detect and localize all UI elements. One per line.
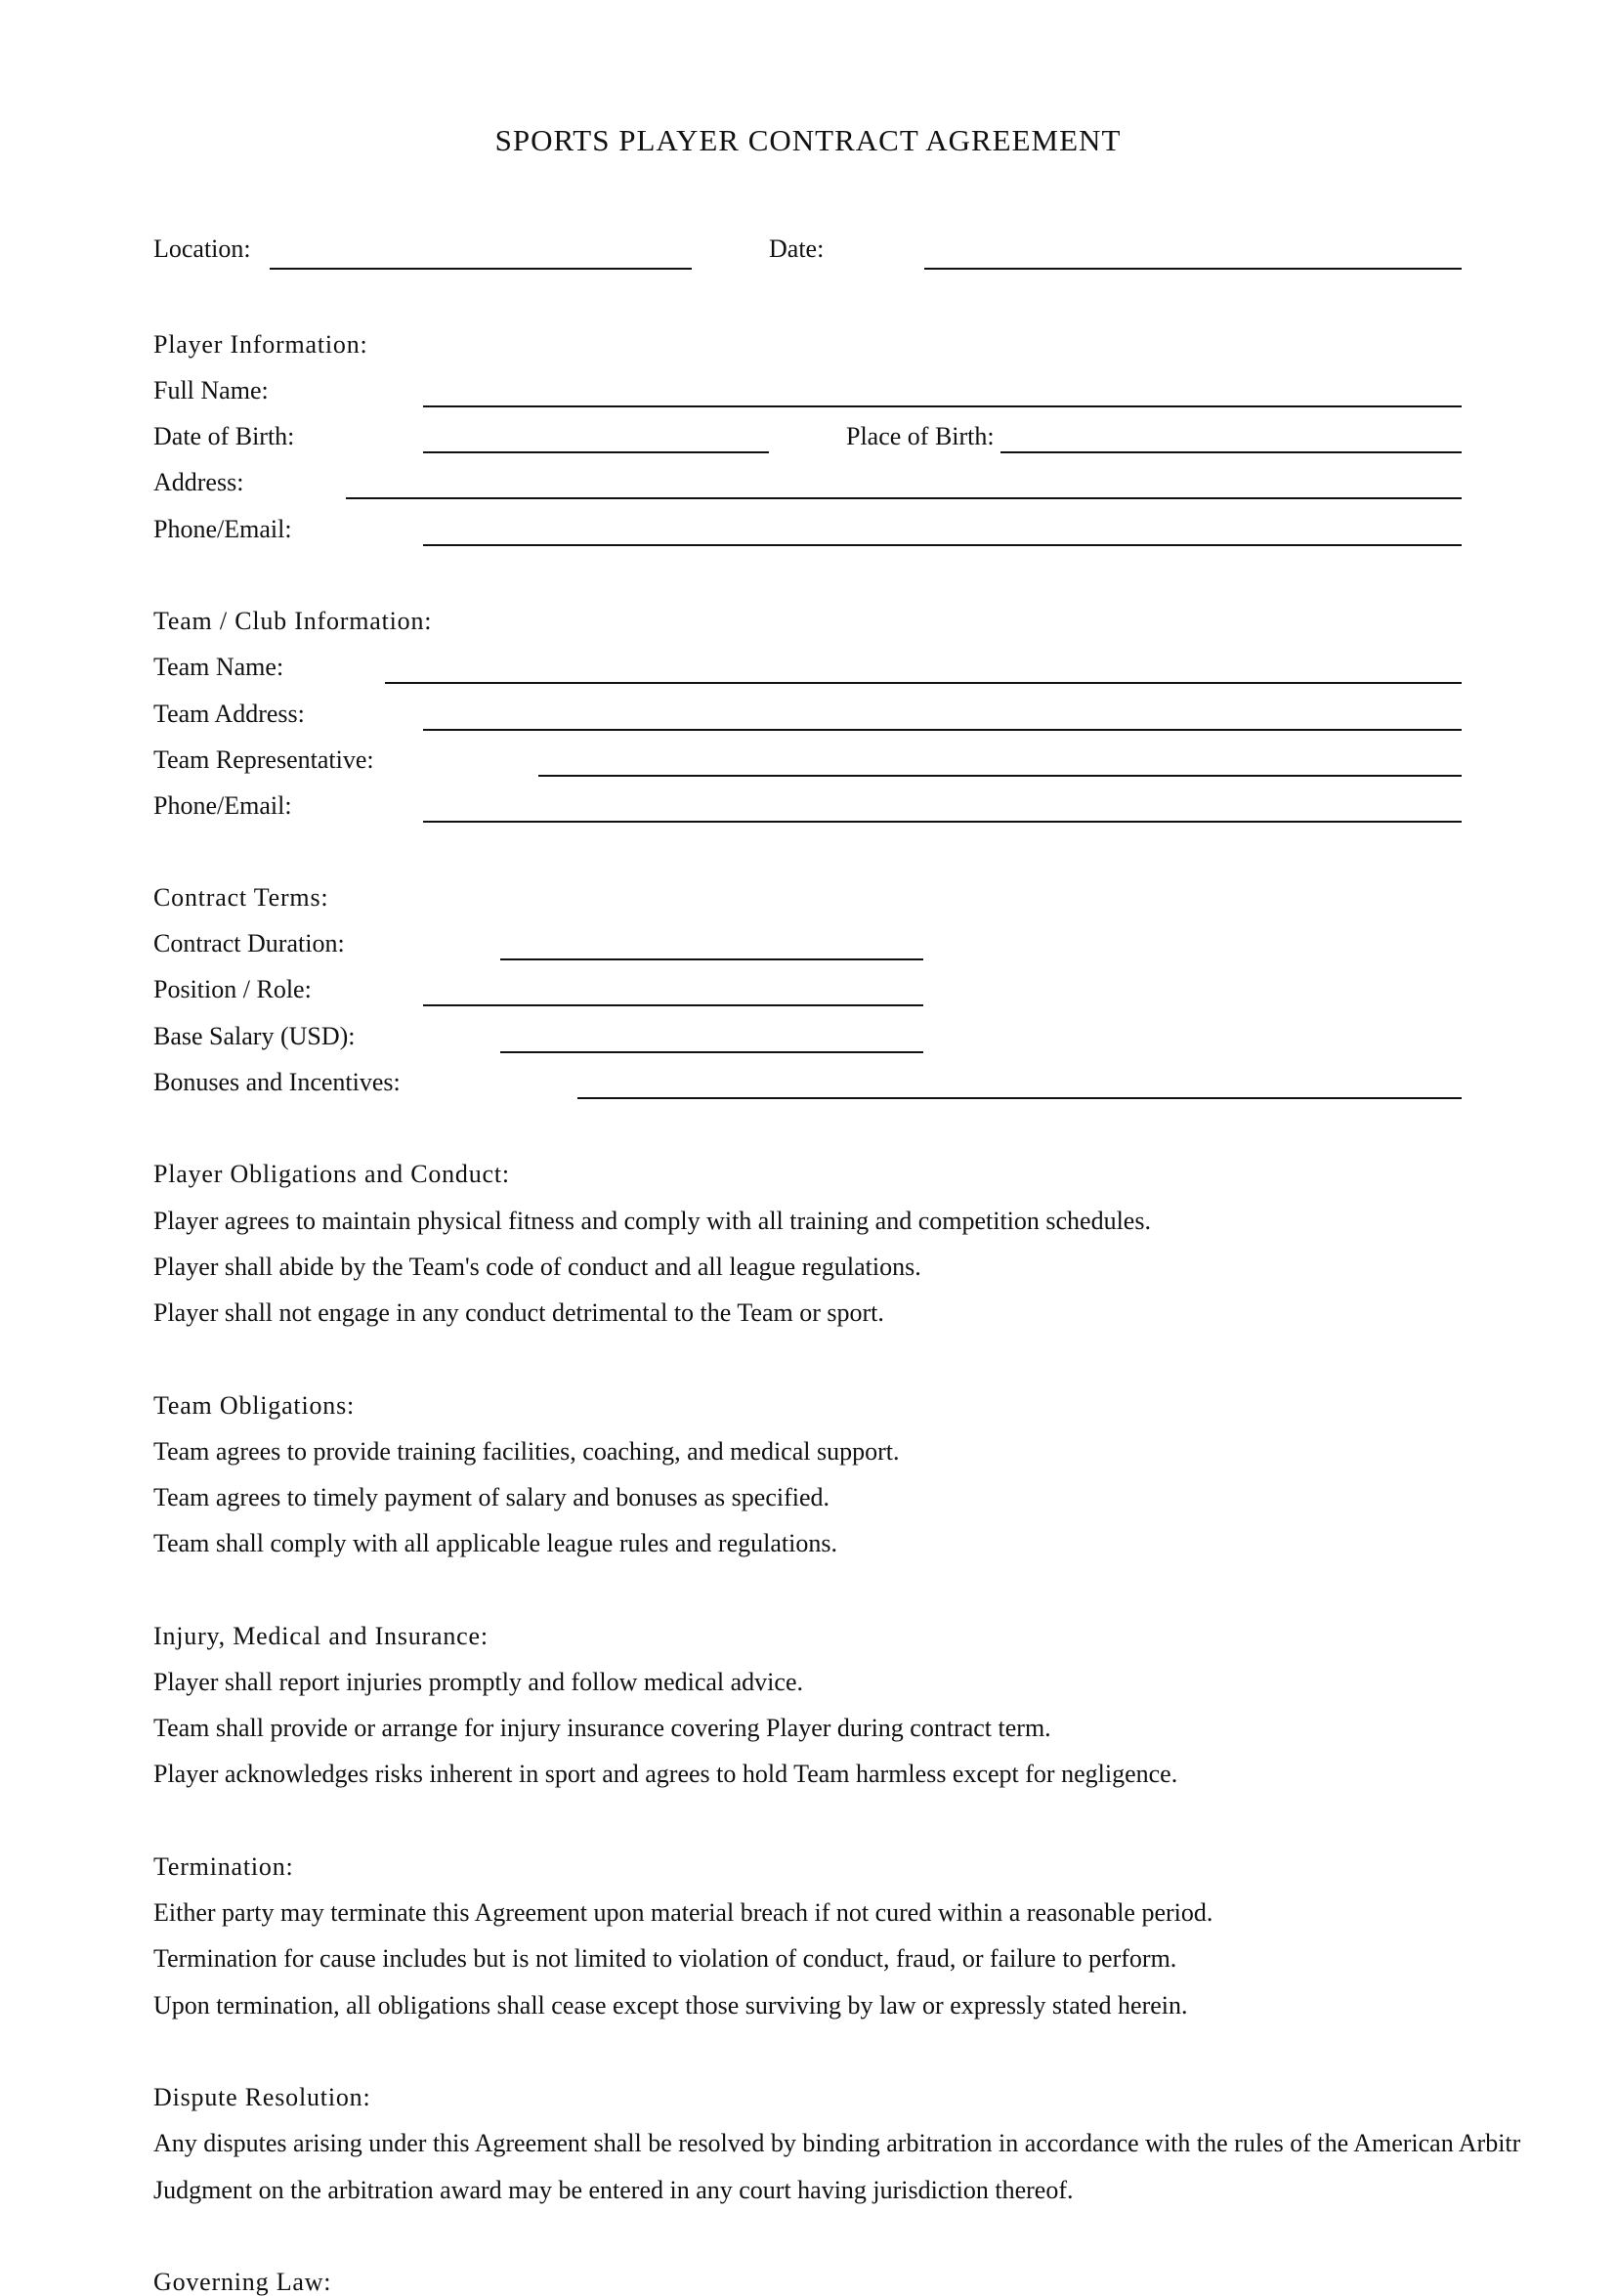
termination-line: Termination for cause includes but is not limited to violation of conduct, fraud, or failure to perform. [153,1944,1177,1973]
dispute-line: Judgment on the arbitration award may be entered in any court having jurisdiction thereof. [153,2176,1074,2204]
team-info-heading: Team / Club Information: [153,607,433,635]
dispute-heading: Dispute Resolution: [153,2083,371,2111]
page-title: SPORTS PLAYER CONTRACT AGREEMENT [494,123,1122,157]
date-of-birth-label: Date of Birth: [153,422,295,450]
place-of-birth-label: Place of Birth: [846,422,995,450]
termination-heading: Termination: [153,1852,294,1881]
bonuses-field[interactable] [577,1097,1462,1099]
place-of-birth-field[interactable] [1000,451,1462,453]
full-name-label: Full Name: [153,376,269,404]
player-obligations-heading: Player Obligations and Conduct: [153,1160,510,1188]
player-phone-email-field[interactable] [423,544,1462,546]
team-name-label: Team Name: [153,653,284,681]
team-obligations-line: Team shall comply with all applicable league rules and regulations. [153,1529,837,1557]
dispute-line: Any disputes arising under this Agreement shall be resolved by binding arbitration in accordance with the rules of the American Arbitr [153,2129,1521,2157]
team-name-field[interactable] [385,682,1462,684]
injury-line: Player shall report injuries promptly and follow medical advice. [153,1668,803,1696]
location-label: Location: [153,234,251,263]
team-obligations-heading: Team Obligations: [153,1391,356,1420]
player-obligations-line: Player shall abide by the Team's code of conduct and all league regulations. [153,1253,921,1281]
player-obligations-line: Player shall not engage in any conduct detrimental to the Team or sport. [153,1298,884,1327]
team-phone-email-field[interactable] [423,821,1462,823]
team-address-field[interactable] [423,729,1462,731]
player-phone-email-label: Phone/Email: [153,515,292,543]
team-representative-field[interactable] [538,775,1462,777]
base-salary-field[interactable] [500,1051,923,1053]
contract-duration-label: Contract Duration: [153,929,345,957]
date-of-birth-field[interactable] [423,451,769,453]
address-field[interactable] [346,497,1462,499]
injury-line: Player acknowledges risks inherent in sport and agrees to hold Team harmless except for negligence. [153,1760,1178,1788]
full-name-field[interactable] [423,405,1462,407]
termination-line: Upon termination, all obligations shall cease except those surviving by law or expressly stated herein. [153,1991,1188,2020]
governing-law-heading: Governing Law: [153,2268,332,2296]
date-field[interactable] [924,268,1462,270]
injury-heading: Injury, Medical and Insurance: [153,1622,489,1650]
address-label: Address: [153,468,244,496]
contract-duration-field[interactable] [500,958,923,960]
team-obligations-line: Team agrees to timely payment of salary and bonuses as specified. [153,1483,830,1511]
team-phone-email-label: Phone/Email: [153,791,292,820]
position-role-label: Position / Role: [153,975,312,1003]
player-obligations-line: Player agrees to maintain physical fitness and comply with all training and competition schedules. [153,1207,1151,1235]
termination-line: Either party may terminate this Agreement upon material breach if not cured within a reasonable period. [153,1898,1213,1927]
team-obligations-line: Team agrees to provide training facilities, coaching, and medical support. [153,1437,900,1466]
contract-terms-heading: Contract Terms: [153,883,329,912]
team-address-label: Team Address: [153,700,305,728]
location-field[interactable] [270,268,692,270]
player-info-heading: Player Information: [153,330,368,359]
injury-line: Team shall provide or arrange for injury insurance covering Player during contract term. [153,1714,1051,1742]
base-salary-label: Base Salary (USD): [153,1022,356,1050]
team-representative-label: Team Representative: [153,745,374,774]
position-role-field[interactable] [423,1004,923,1006]
bonuses-label: Bonuses and Incentives: [153,1068,401,1096]
date-label: Date: [769,234,825,263]
